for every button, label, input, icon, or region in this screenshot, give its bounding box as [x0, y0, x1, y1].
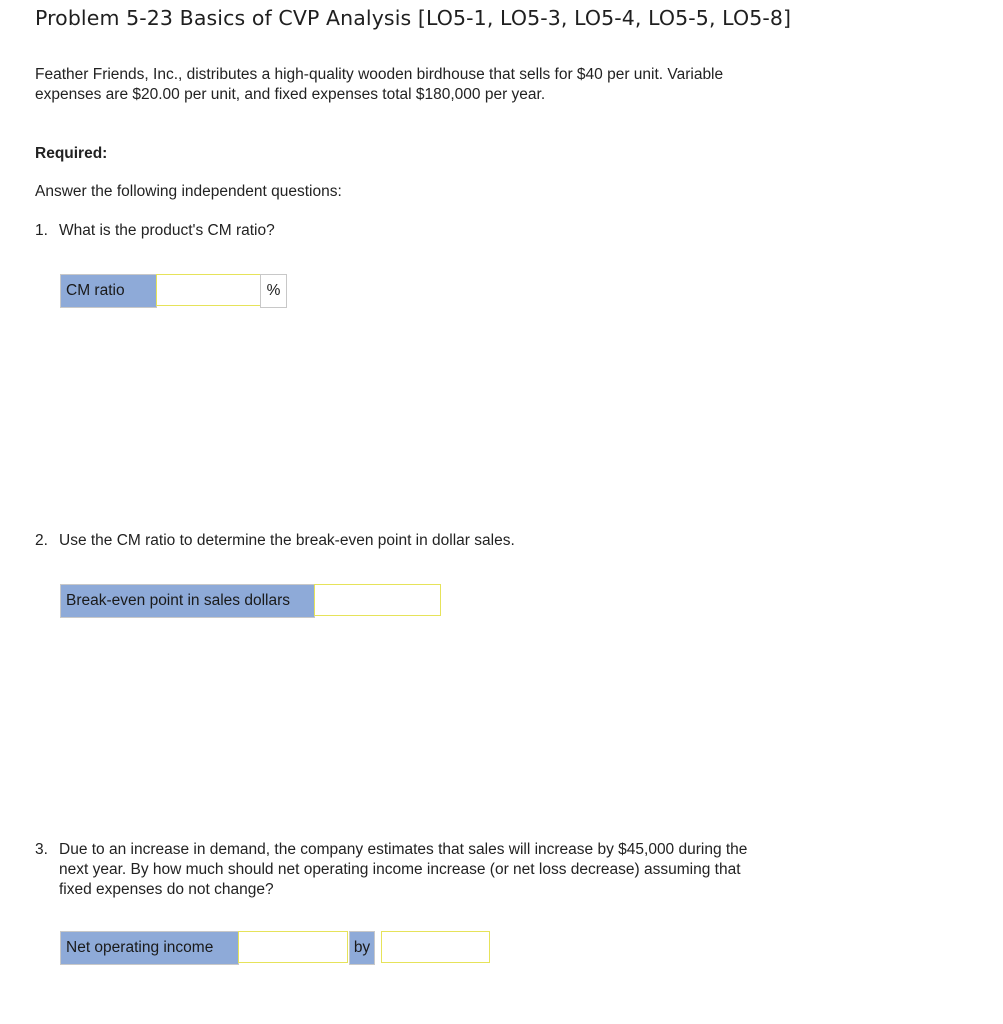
required-heading: Required:: [35, 145, 108, 162]
question-2-number: 2.: [35, 532, 48, 549]
question-2: [35, 531, 835, 551]
question-3-text-line-2: next year. By how much should net operating income increase (or net loss decrease) assuming that: [59, 861, 741, 878]
net-operating-income-label: Net operating income: [60, 931, 239, 965]
page-title: Problem 5-23 Basics of CVP Analysis [LO5-1, LO5-3, LO5-4, LO5-5, LO5-8]: [35, 6, 792, 30]
problem-description: [35, 65, 815, 105]
question-3-text-line-1: Due to an increase in demand, the company estimates that sales will increase by $45,000 during the: [59, 841, 748, 858]
net-operating-income-change-select[interactable]: [238, 931, 348, 963]
net-operating-income-amount-input[interactable]: [381, 931, 490, 963]
question-1: [35, 221, 835, 241]
break-even-input[interactable]: [314, 584, 441, 616]
cm-ratio-input[interactable]: [156, 274, 261, 306]
question-3: [35, 840, 835, 900]
problem-description-line-2: expenses are $20.00 per unit, and fixed expenses total $180,000 per year.: [35, 86, 546, 103]
question-3-number: 3.: [35, 841, 48, 858]
question-1-number: 1.: [35, 222, 48, 239]
instructions-text: Answer the following independent questions:: [35, 183, 342, 200]
question-3-text: [59, 840, 819, 900]
cm-ratio-label: CM ratio: [60, 274, 157, 308]
question-1-text: What is the product's CM ratio?: [59, 222, 275, 239]
by-label: by: [349, 931, 375, 965]
question-2-text: Use the CM ratio to determine the break-even point in dollar sales.: [59, 532, 515, 549]
break-even-label: Break-even point in sales dollars: [60, 584, 315, 618]
question-3-text-line-3: fixed expenses do not change?: [59, 881, 274, 898]
problem-description-line-1: Feather Friends, Inc., distributes a high-quality wooden birdhouse that sells for $40 per unit. Variable: [35, 66, 724, 83]
percent-unit-label: %: [260, 274, 287, 308]
